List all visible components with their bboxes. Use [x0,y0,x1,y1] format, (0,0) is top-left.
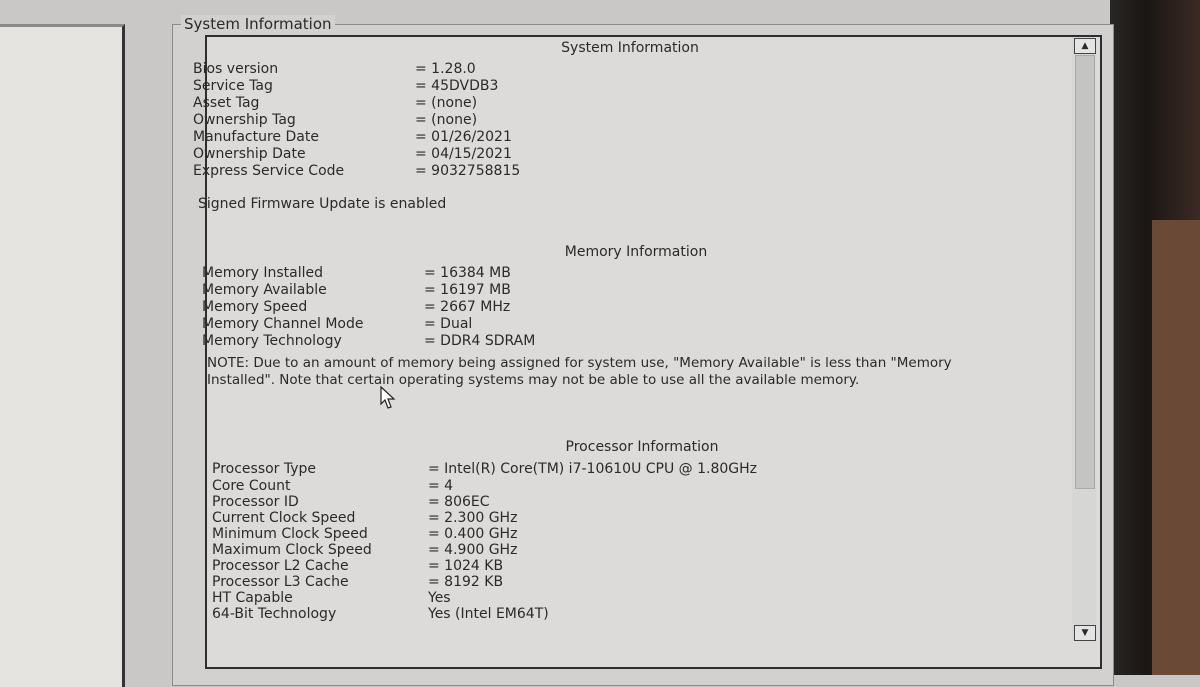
info-row [212,606,757,622]
memory-note: NOTE: Due to an amount of memory being assigned for system use, "Memory Available" is less than "Memory Installed". Note that certain operating systems may not be able to use all the available memory. [207,355,952,388]
info-row [212,478,757,494]
label: Processor ID [212,494,299,510]
value: = Intel(R) Core(TM) i7-10610U CPU @ 1.80GHz [428,461,758,477]
info-row [212,574,757,590]
value: = 806EC [428,494,490,510]
scroll-down-icon[interactable]: ▼ [1074,625,1096,641]
memory-rows [202,265,535,350]
info-row [193,78,520,95]
info-row [193,112,520,129]
info-row [212,510,757,526]
processor-rows [212,461,757,622]
firmware-status: Signed Firmware Update is enabled [198,196,447,212]
value: = Dual [424,316,473,332]
info-row [212,461,757,478]
value: = 4.900 GHz [428,542,518,558]
info-row [212,542,757,558]
left-nav-panel [0,24,125,687]
background-desk [1152,220,1200,675]
label: Processor L2 Cache [212,558,349,574]
label: Memory Technology [202,333,342,349]
value: = 4 [428,478,454,494]
scroll-up-icon[interactable]: ▲ [1074,38,1096,54]
info-row [193,95,520,112]
label: Memory Installed [202,265,324,281]
label: Minimum Clock Speed [212,526,368,542]
value: = 8192 KB [428,574,504,590]
label: Manufacture Date [193,129,319,145]
group-title: System Information [181,15,335,33]
value: = 16384 MB [424,265,511,281]
label: Ownership Tag [193,112,296,128]
info-row [193,163,520,180]
value: = 2.300 GHz [428,510,518,526]
system-rows [193,61,520,180]
value: = 45DVDB3 [415,78,499,94]
info-row [212,558,757,574]
system-header: System Information [561,40,699,56]
label: Memory Channel Mode [202,316,364,332]
label: Memory Speed [202,299,308,315]
value: Yes (Intel EM64T) [428,606,549,622]
info-row [193,129,520,146]
value: Yes [428,590,451,606]
value: = DDR4 SDRAM [424,333,536,349]
info-row [202,333,535,350]
value: = 1024 KB [428,558,504,574]
label: Ownership Date [193,146,306,162]
value: = (none) [415,112,478,128]
label: HT Capable [212,590,293,606]
info-row [193,146,520,163]
info-row [212,494,757,510]
label: Express Service Code [193,163,345,179]
label: Maximum Clock Speed [212,542,372,558]
info-row [202,299,535,316]
info-row [202,316,535,333]
label: Core Count [212,478,291,494]
label: Processor L3 Cache [212,574,349,590]
scrollbar[interactable] [1072,37,1096,641]
bezel [1110,0,1200,675]
value: = 0.400 GHz [428,526,518,542]
info-row [212,590,757,606]
label: Memory Available [202,282,327,298]
scroll-thumb[interactable] [1075,55,1095,489]
label: Service Tag [193,78,273,94]
memory-header: Memory Information [564,244,708,260]
value: = 16197 MB [424,282,511,298]
info-row [202,265,535,282]
label: Processor Type [212,461,317,477]
label: 64-Bit Technology [212,606,337,622]
label: Bios version [193,61,279,77]
label: Current Clock Speed [212,510,356,526]
value: = 01/26/2021 [415,129,512,145]
info-row [212,526,757,542]
value: = 9032758815 [415,163,521,179]
processor-header: Processor Information [565,439,719,455]
info-row [202,282,535,299]
mouse-cursor-icon [380,386,396,410]
value: = 04/15/2021 [415,146,512,162]
info-row [193,61,520,78]
value: = (none) [415,95,478,111]
value: = 2667 MHz [424,299,511,315]
label: Asset Tag [193,95,260,111]
value: = 1.28.0 [415,61,476,77]
